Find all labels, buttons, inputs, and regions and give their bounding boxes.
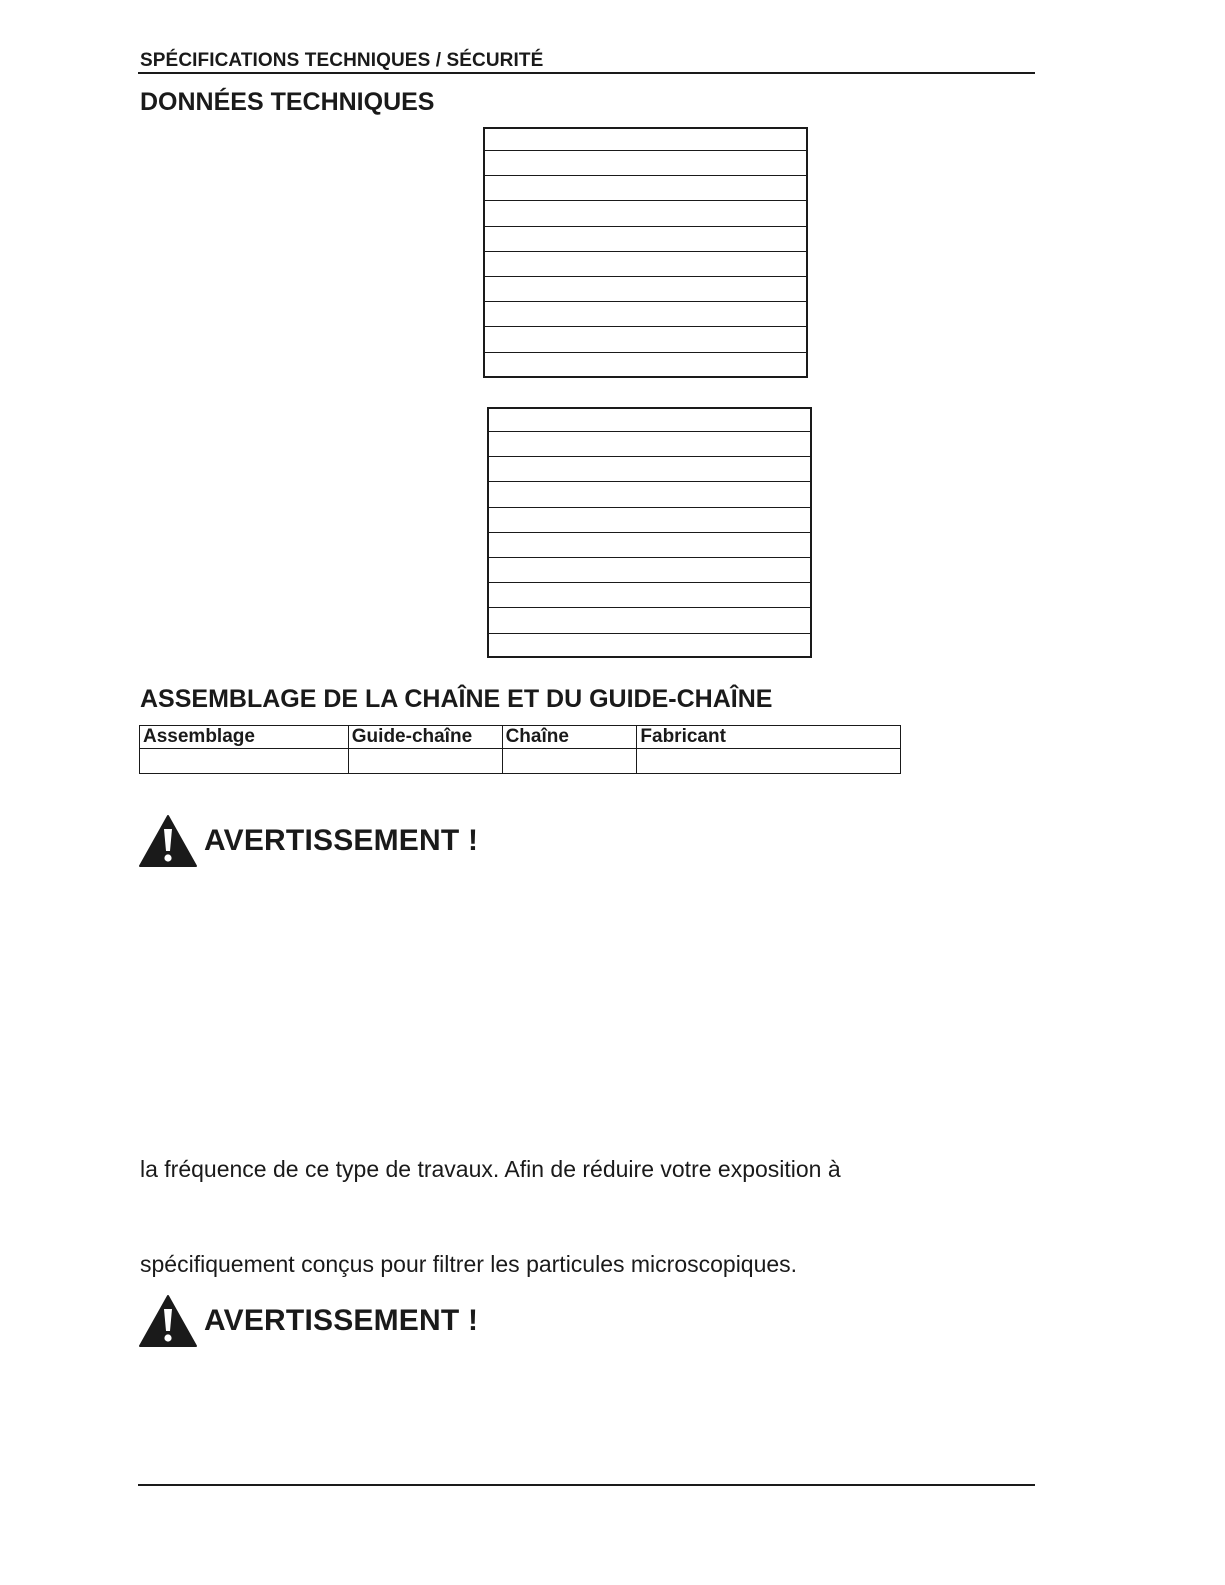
warning-block-2 (138, 1294, 478, 1348)
column-header-guide-chaine: Guide-chaîne (348, 726, 502, 749)
table-row (140, 749, 901, 774)
table-cell (348, 749, 502, 774)
column-header-assemblage: Assemblage (140, 726, 349, 749)
spec-grid-row (485, 302, 806, 327)
spec-grid-row (485, 227, 806, 252)
warning-triangle-icon (138, 814, 198, 868)
spec-grid-2 (487, 407, 812, 658)
warning-block-1 (138, 814, 478, 868)
body-text-line: la fréquence de ce type de travaux. Afin de réduire votre exposition à (140, 1156, 841, 1182)
chain-bar-heading: ASSEMBLAGE DE LA CHAÎNE ET DU GUIDE-CHAÎNE (140, 685, 773, 713)
technical-data-heading: DONNÉES TECHNIQUES (140, 88, 435, 116)
table-cell (502, 749, 637, 774)
spec-grid-row (489, 583, 810, 608)
spec-grid-row (485, 252, 806, 277)
table-cell (140, 749, 349, 774)
spec-grid-row (485, 151, 806, 176)
table-cell (637, 749, 901, 774)
header-rule (138, 72, 1035, 74)
spec-grid-row (489, 432, 810, 457)
spec-grid-row (485, 176, 806, 201)
spec-grid-row (485, 353, 806, 378)
chain-bar-table (139, 725, 901, 774)
spec-grid-row (485, 129, 806, 151)
spec-grid-row (489, 457, 810, 482)
spec-grid-row (489, 558, 810, 583)
spec-grid-row (489, 608, 810, 633)
warning-label: AVERTISSEMENT ! (204, 1304, 479, 1337)
table-header-row (140, 726, 901, 749)
body-text-line: spécifiquement conçus pour filtrer les particules microscopiques. (140, 1251, 798, 1277)
spec-grid-row (489, 482, 810, 507)
spec-grid-row (489, 634, 810, 659)
spec-grid-row (489, 409, 810, 432)
warning-label: AVERTISSEMENT ! (204, 824, 479, 857)
column-header-chaine: Chaîne (502, 726, 637, 749)
running-header-title: SPÉCIFICATIONS TECHNIQUES / SÉCURITÉ (140, 50, 544, 71)
spec-grid-1 (483, 127, 808, 378)
spec-grid-row (485, 277, 806, 302)
column-header-fabricant: Fabricant (637, 726, 901, 749)
spec-grid-row (489, 533, 810, 558)
spec-grid-row (489, 508, 810, 533)
footer-rule (138, 1484, 1035, 1486)
warning-triangle-icon (138, 1294, 198, 1348)
spec-grid-row (485, 327, 806, 352)
spec-grid-row (485, 201, 806, 226)
